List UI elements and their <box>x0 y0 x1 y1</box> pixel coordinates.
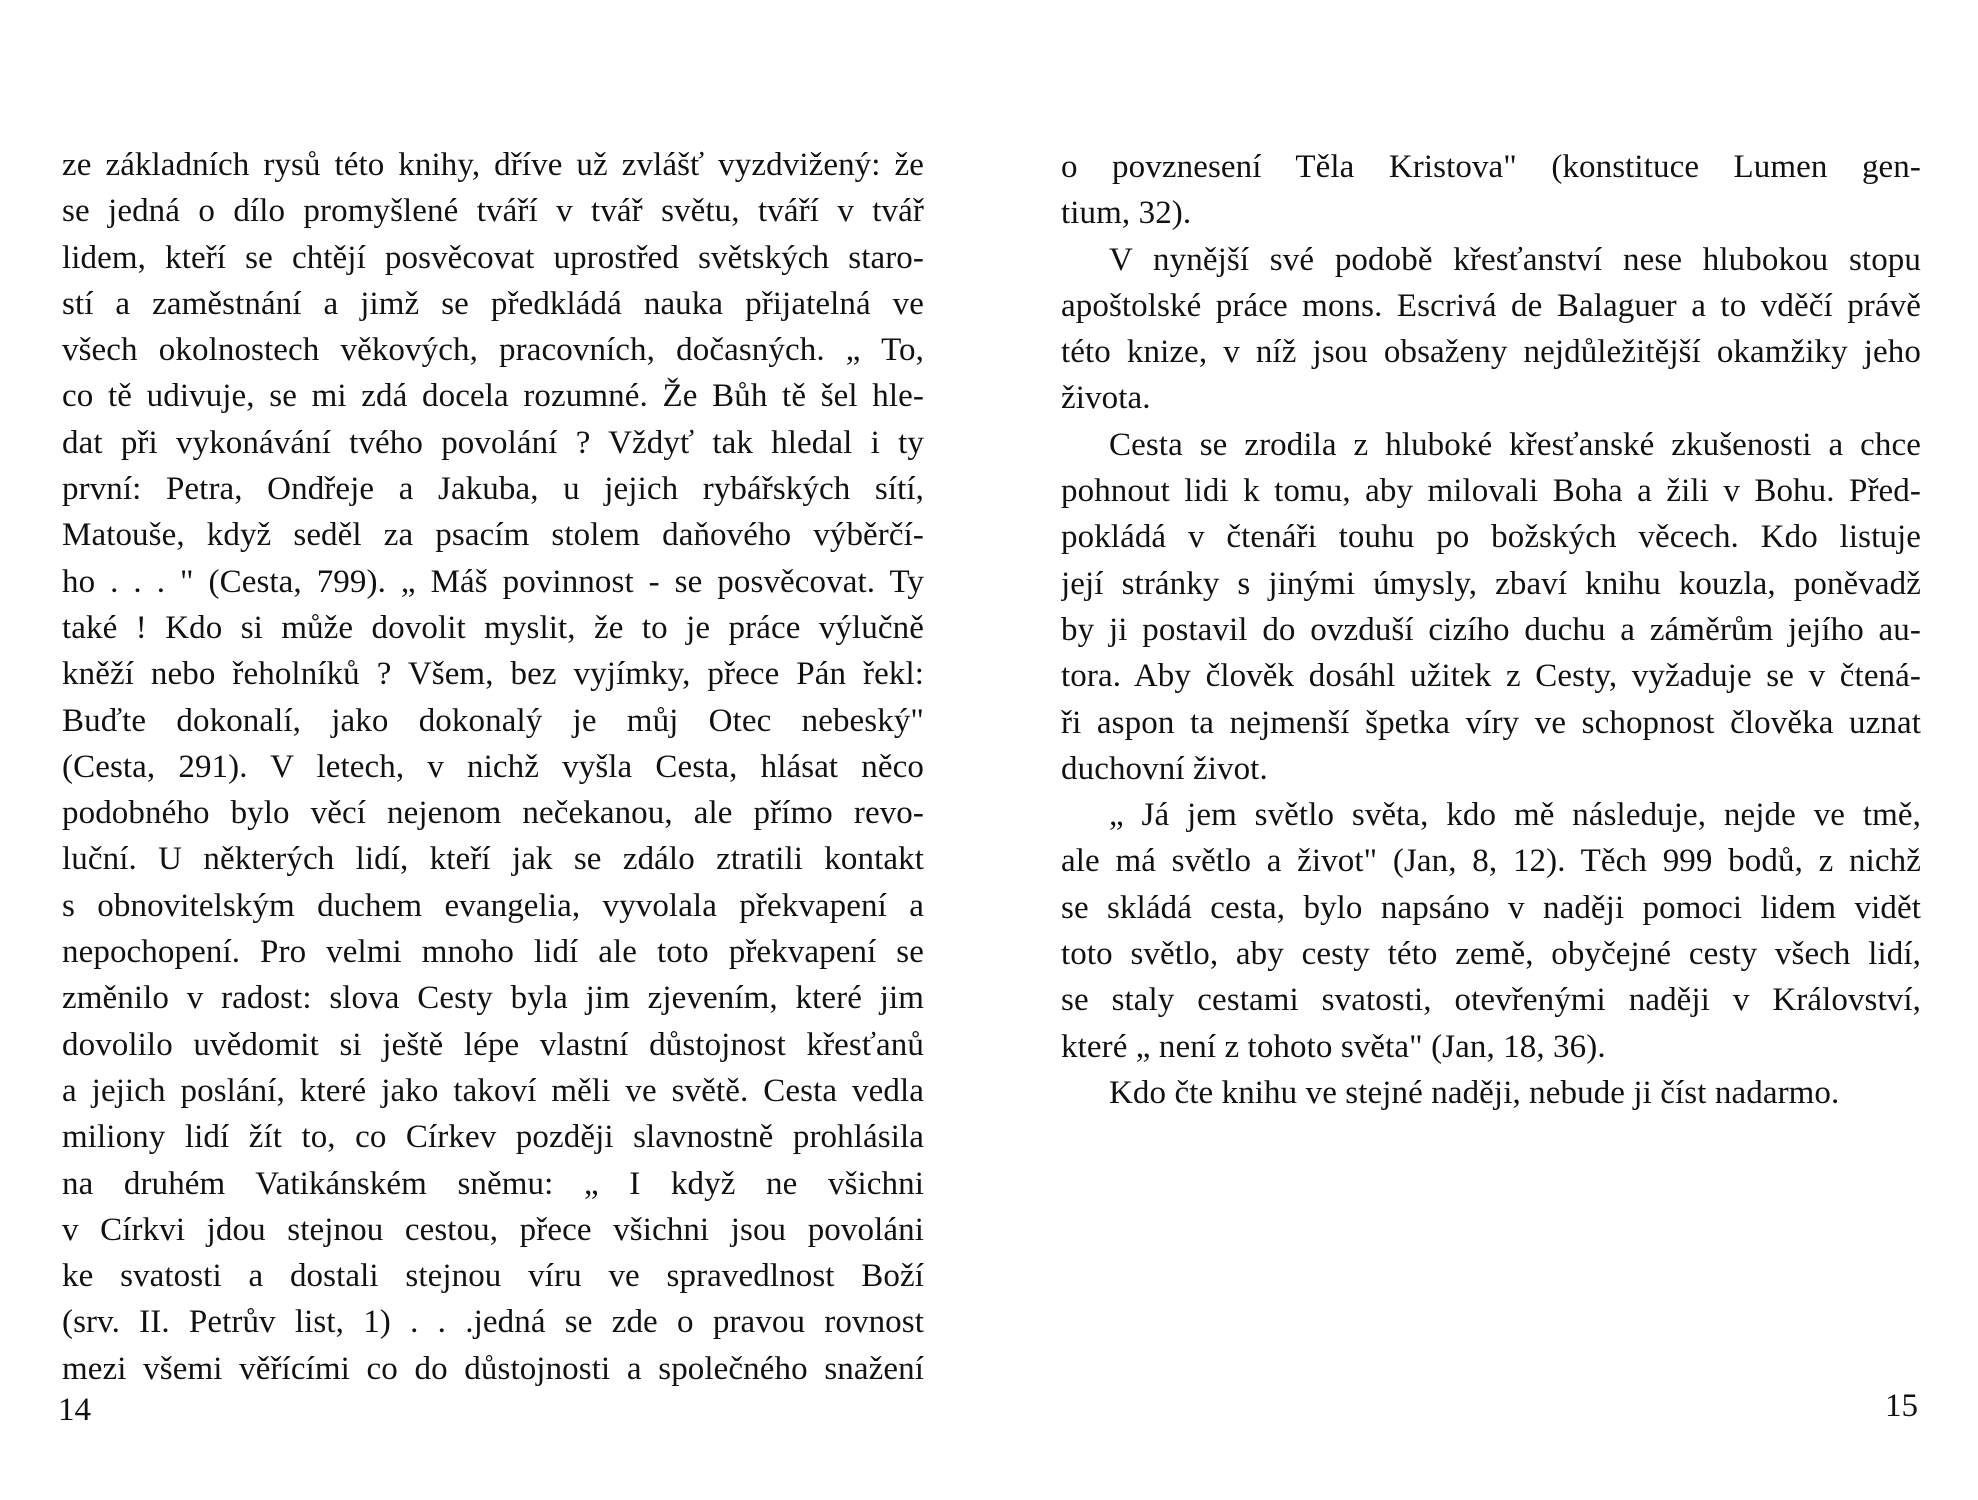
text-line: s obnovitelským duchem evangelia, vyvolala překvapení a <box>62 887 924 924</box>
text-line: pohnout lidi k tomu, aby milovali Boha a žili v Bohu. Před- <box>1061 473 1921 510</box>
text-line: (Cesta, 291). V letech, v nichž vyšla Cesta, hlásat něco <box>62 748 924 785</box>
text-line: kněží nebo řeholníků ? Všem, bez vyjímky, přece Pán řekl: <box>62 656 924 693</box>
text-line: na druhém Vatikánském sněmu: „ I když ne všichni <box>62 1165 924 1202</box>
paragraph-end-line: duchovní život. <box>1061 750 1268 787</box>
text-line: první: Petra, Ondřeje a Jakuba, u jejich rybářských sítí, <box>62 471 924 508</box>
text-line: nepochopení. Pro velmi mnoho lidí ale toto překvapení se <box>62 934 924 971</box>
text-line: miliony lidí žít to, co Církev později slavnostně prohlásila <box>62 1119 924 1156</box>
text-line: apoštolské práce mons. Escrivá de Balaguer a to vděčí právě <box>1061 287 1921 324</box>
text-line: změnilo v radost: slova Cesty byla jim zjevením, které jim <box>62 980 924 1017</box>
text-line: by ji postavil do ovzduší cizího duchu a záměrům jejího au- <box>1061 611 1921 648</box>
text-line: a jejich poslání, které jako takoví měli ve světě. Cesta vedla <box>62 1072 924 1109</box>
page-number-left: 14 <box>58 1392 91 1428</box>
text-line: mezi všemi věřícími co do důstojnosti a společného snažení <box>62 1350 924 1387</box>
page-number-right: 15 <box>1885 1388 1918 1424</box>
text-line: tora. Aby člověk dosáhl užitek z Cesty, vyžaduje se v čtená- <box>1061 658 1921 695</box>
text-line: její stránky s jinými úmysly, zbaví knihu kouzla, poněvadž <box>1061 565 1921 602</box>
text-line: se jedná o dílo promyšlené tváří v tvář světu, tváří v tvář <box>62 193 924 230</box>
text-line: se staly cestami svatosti, otevřenými naději v Království, <box>1061 982 1921 1019</box>
text-line: dovolilo uvědomit si ještě lépe vlastní důstojnost křesťanů <box>62 1026 924 1063</box>
text-line: luční. U některých lidí, kteří jak se zdálo ztratili kontakt <box>62 841 924 878</box>
text-line: podobného bylo věcí nejenom nečekanou, ale přímo revo- <box>62 795 924 832</box>
text-line: v Církvi jdou stejnou cestou, přece všichni jsou povoláni <box>62 1211 924 1248</box>
paragraph-end-line: života. <box>1061 380 1151 417</box>
text-line: lidem, kteří se chtějí posvěcovat uprostřed světských staro- <box>62 239 924 276</box>
paragraph-end-line: tium, 32). <box>1061 195 1192 232</box>
text-line: se skládá cesta, bylo napsáno v naději pomoci lidem vidět <box>1061 889 1921 926</box>
text-line: ze základních rysů této knihy, dříve už zvlášť vyzdvižený: že <box>62 147 924 183</box>
right-page <box>989 0 1978 1500</box>
text-line: toto světlo, aby cesty této země, obyčejné cesty všech lidí, <box>1061 936 1921 973</box>
text-line: (srv. II. Petrův list, 1) . . .jedná se zde o pravou rovnost <box>62 1304 924 1341</box>
paragraph-start-line: „ Já jem světlo světa, kdo mě následuje, nejde ve tmě, <box>1109 797 1921 834</box>
text-line: dat při vykonávání tvého povolání ? Vždyť tak hledal i ty <box>62 424 924 461</box>
text-line: o povznesení Těla Kristova" (konstituce Lumen gen- <box>1061 149 1921 185</box>
paragraph-end-line: které „ není z tohoto světa" (Jan, 18, 36). <box>1061 1028 1606 1065</box>
text-line: také ! Kdo si může dovolit myslit, že to je práce výlučně <box>62 609 924 646</box>
text-line: Matouše, když seděl za psacím stolem daňového výběrčí- <box>62 517 924 554</box>
text-line: všech okolnostech věkových, pracovních, dočasných. „ To, <box>62 332 924 369</box>
text-line: stí a zaměstnání a jimž se předkládá nauka přijatelná ve <box>62 285 924 322</box>
paragraph-single-line: Kdo čte knihu ve stejné naději, nebude ji číst nadarmo. <box>1109 1074 1840 1111</box>
paragraph-start-line: Cesta se zrodila z hluboké křesťanské zkušenosti a chce <box>1109 426 1921 463</box>
text-line: co tě udivuje, se mi zdá docela rozumné. Že Bůh tě šel hle- <box>62 378 924 415</box>
text-line: této knize, v níž jsou obsaženy nejdůležitější okamžiky jeho <box>1061 334 1921 371</box>
paragraph-start-line: V nynější své podobě křesťanství nese hlubokou stopu <box>1109 241 1921 278</box>
text-line: Buďte dokonalí, jako dokonalý je můj Otec nebeský" <box>62 702 924 739</box>
right-page-text <box>1061 144 1921 1116</box>
text-line: pokládá v čtenáři touhu po božských věcech. Kdo listuje <box>1061 519 1921 556</box>
left-page-text <box>62 142 924 1392</box>
text-line: ke svatosti a dostali stejnou víru ve spravedlnost Boží <box>62 1258 924 1295</box>
text-line: ho . . . " (Cesta, 799). „ Máš povinnost - se posvěcovat. Ty <box>62 563 924 600</box>
text-line: ale má světlo a život" (Jan, 8, 12). Těch 999 bodů, z nichž <box>1061 843 1921 880</box>
text-line: ři aspon ta nejmenší špetka víry ve schopnost člověka uznat <box>1061 704 1921 741</box>
